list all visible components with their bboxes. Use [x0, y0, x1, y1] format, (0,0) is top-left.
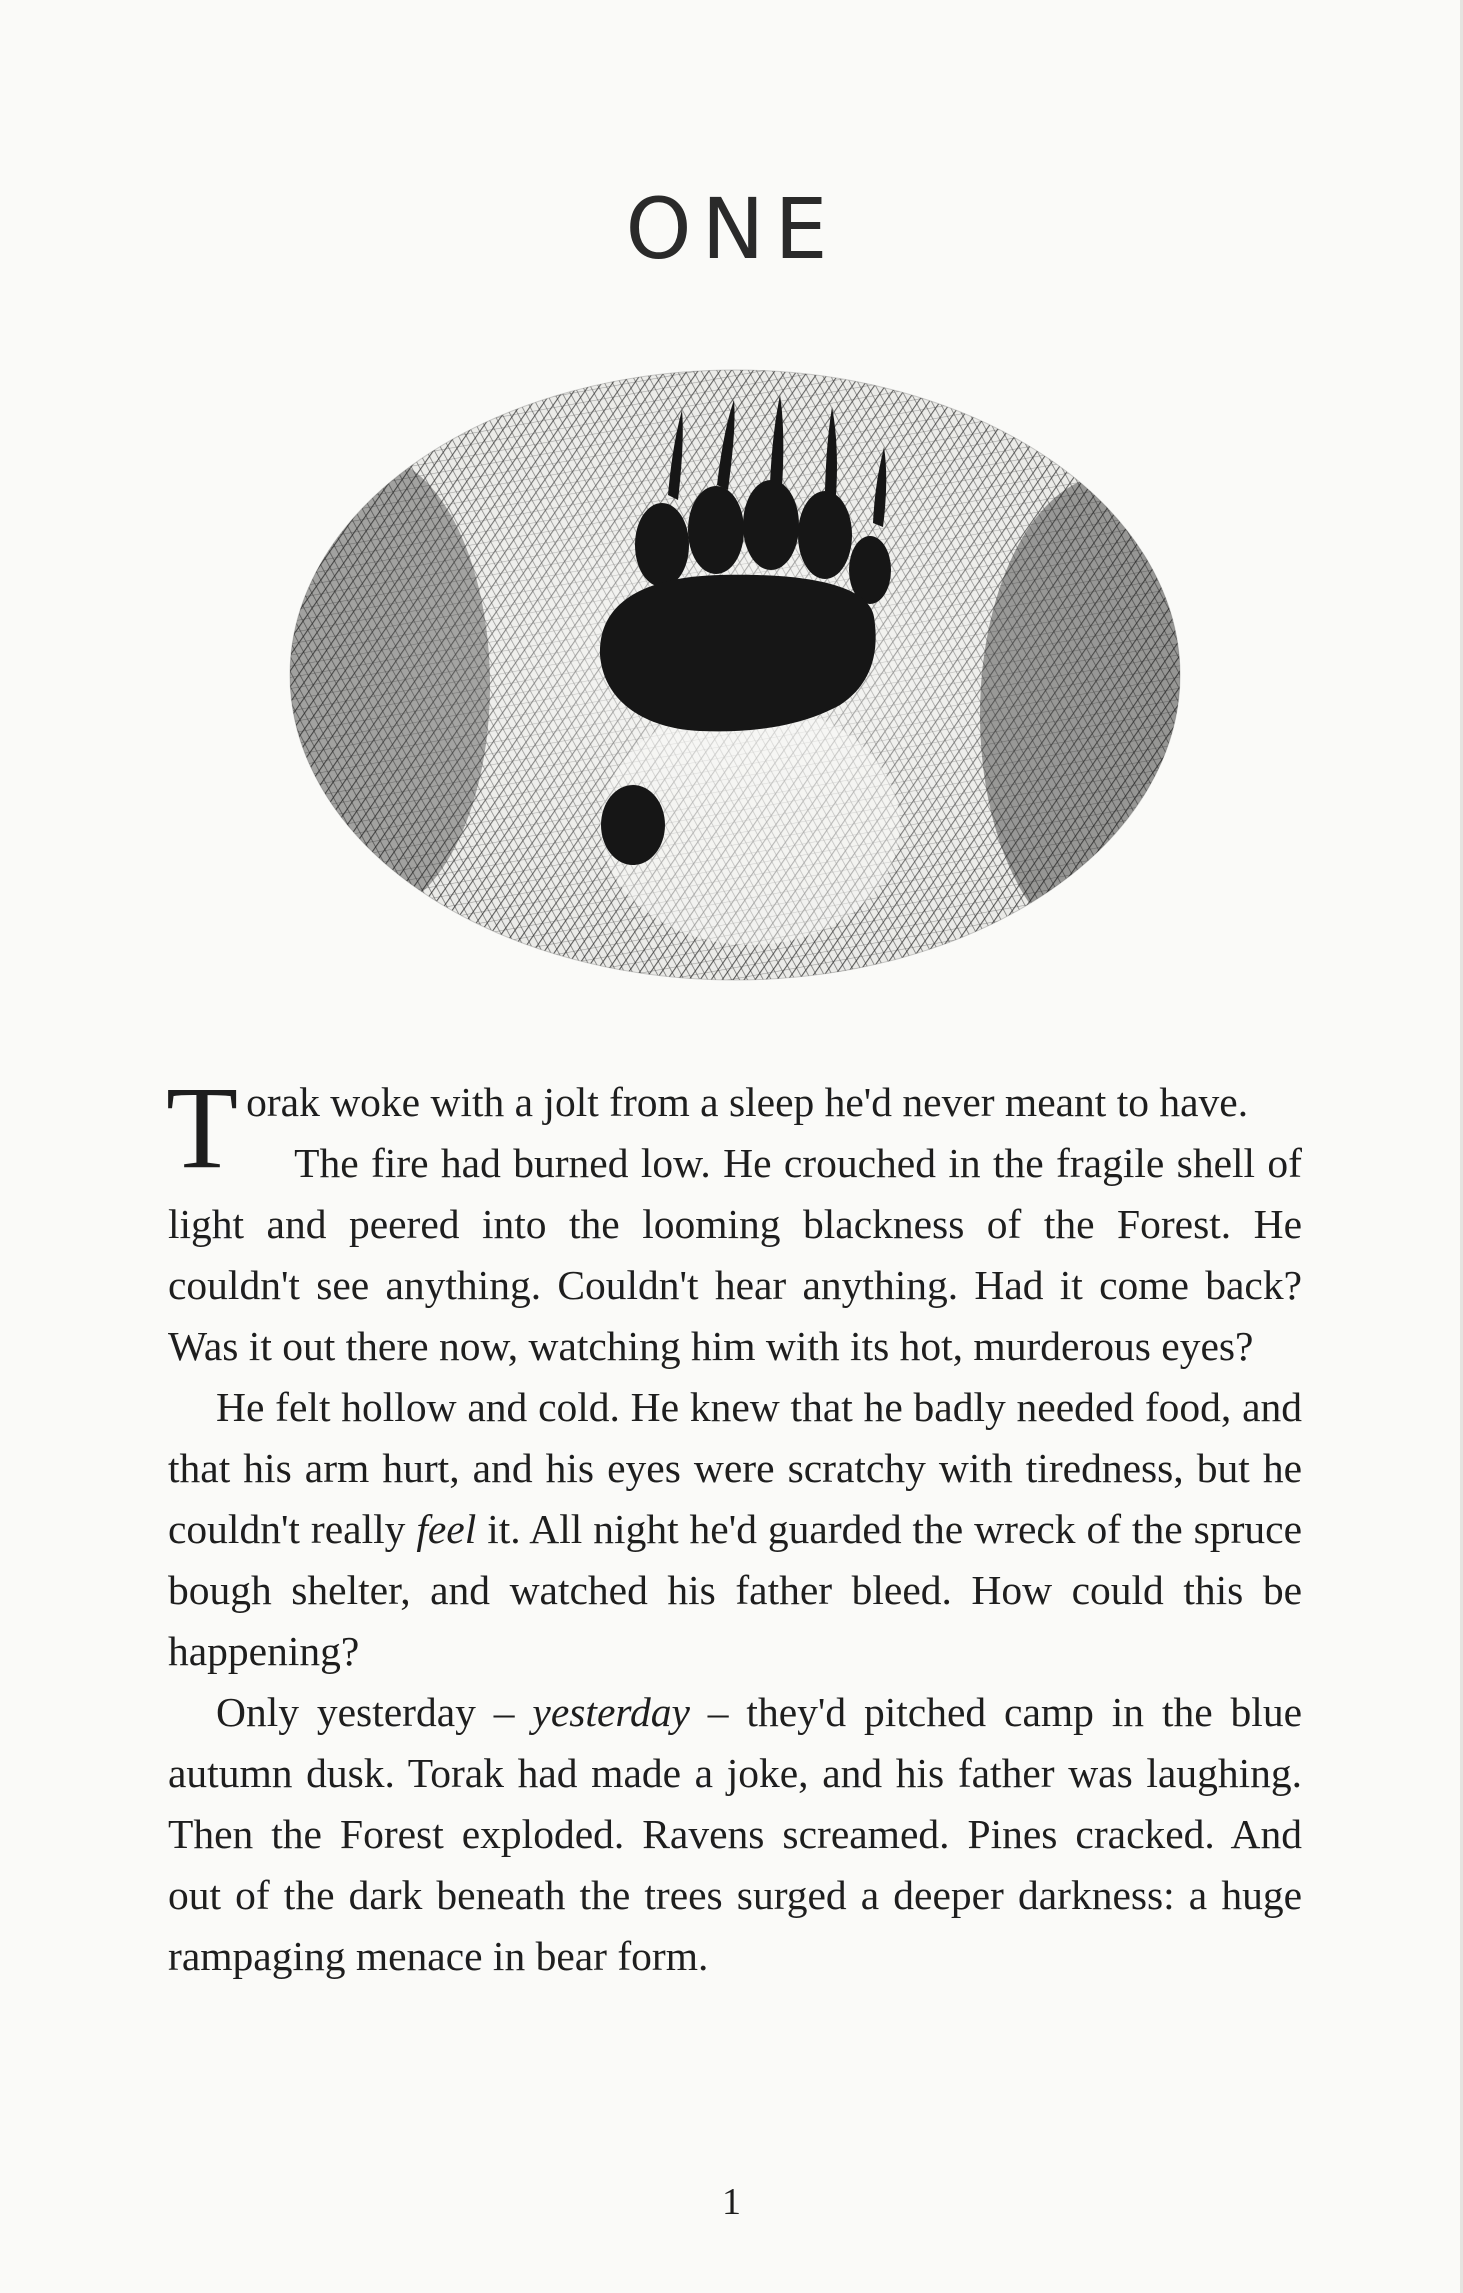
paragraph-4 [168, 1682, 1302, 1987]
paragraph-4-text-b: – they'd pitched camp in the blue autumn dusk. Torak had made a joke, and his father was laughing. Then the Forest exploded. Ravens screamed. Pines cracked. And out of the dark beneath the trees surged a deeper darkness: a huge rampaging menace in bear form. [168, 1689, 1302, 1979]
chapter-title: ONE [625, 180, 838, 278]
paragraph-3-text-b: it. All night he'd guarded the wreck of the spruce bough shelter, and watched his father bleed. How could this be happening? [168, 1506, 1302, 1674]
bear-paw-print-icon [280, 355, 1190, 995]
chapter-body [166, 1062, 1302, 1987]
drop-cap: T [166, 1062, 239, 1193]
paragraph-4-emphasis: yesterday [532, 1689, 690, 1735]
paragraph-1 [166, 1062, 1302, 1193]
page-number: 1 [722, 2181, 741, 2223]
paragraph-3-emphasis: feel [416, 1506, 477, 1552]
paragraph-2: The fire had burned low. He crouched in the fragile shell of light and peered into the looming blackness of the Forest. He couldn't see anything. Couldn't hear anything. Had it come back? Was it out there now, watching him with its hot, murderous eyes? [168, 1140, 1302, 1369]
paragraph-3-text-a: He felt hollow and cold. He knew that he badly needed food, and that his arm hurt, and his eyes were scratchy with tiredness, but he couldn't really [168, 1384, 1302, 1552]
paragraph-3 [168, 1377, 1302, 1682]
paragraph-1-text: orak woke with a jolt from a sleep he'd never meant to have. [246, 1079, 1249, 1125]
paragraph-4-text-a: Only yesterday – [216, 1689, 533, 1735]
